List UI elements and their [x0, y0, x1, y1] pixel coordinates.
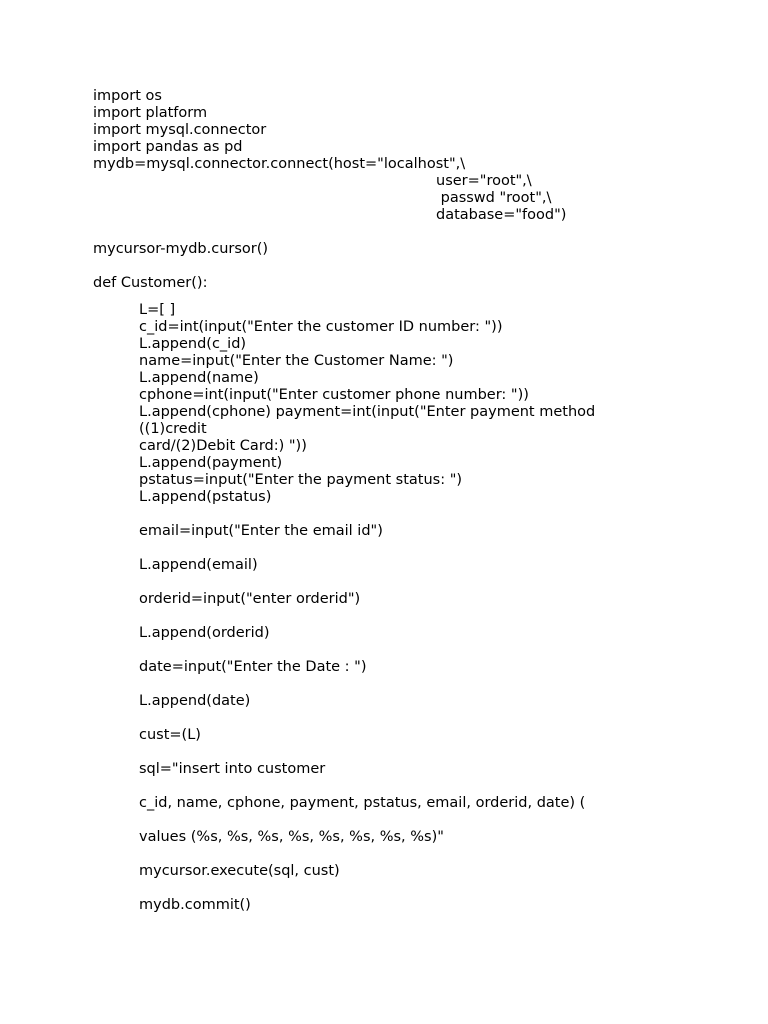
code-line-cursor: mycursor-mydb.cursor() [93, 241, 269, 257]
code-line: email=input("Enter the email id") [139, 523, 383, 539]
code-line: L.append(pstatus) [139, 489, 272, 505]
code-line-passwd: passwd "root",\ [436, 190, 552, 206]
code-line-user: user="root",\ [436, 173, 532, 189]
code-line: L.append(orderid) [139, 625, 270, 641]
code-line: L.append(payment) [139, 455, 283, 471]
code-line: name=input("Enter the Customer Name: ") [139, 353, 454, 369]
code-line-connect: mydb=mysql.connector.connect(host="localhost",\ [93, 156, 466, 172]
code-line-import-os: import os [93, 88, 162, 104]
code-line-import-platform: import platform [93, 105, 208, 121]
code-line: c_id, name, cphone, payment, pstatus, email, orderid, date) ( [139, 795, 586, 811]
code-line: L.append(cphone) payment=int(input("Enter payment method [139, 404, 596, 420]
code-line-import-pandas: import pandas as pd [93, 139, 243, 155]
code-line: pstatus=input("Enter the payment status: ") [139, 472, 463, 488]
code-line: mycursor.execute(sql, cust) [139, 863, 340, 879]
code-line: cust=(L) [139, 727, 201, 743]
code-line: L.append(name) [139, 370, 259, 386]
code-line: orderid=input("enter orderid") [139, 591, 361, 607]
code-line: cphone=int(input("Enter customer phone number: ")) [139, 387, 529, 403]
code-line: c_id=int(input("Enter the customer ID number: ")) [139, 319, 503, 335]
code-line: ((1)credit [139, 421, 207, 437]
code-line: L.append(c_id) [139, 336, 247, 352]
code-line: L.append(email) [139, 557, 258, 573]
code-line: card/(2)Debit Card:) ")) [139, 438, 307, 454]
code-line: date=input("Enter the Date : ") [139, 659, 367, 675]
code-line: sql="insert into customer [139, 761, 326, 777]
code-line: mydb.commit() [139, 897, 251, 913]
code-line: L=[ ] [139, 302, 176, 318]
code-line-database: database="food") [436, 207, 567, 223]
code-line: L.append(date) [139, 693, 251, 709]
code-line-def-customer: def Customer(): [93, 275, 208, 291]
code-line: values (%s, %s, %s, %s, %s, %s, %s, %s)" [139, 829, 444, 845]
code-line-import-mysql: import mysql.connector [93, 122, 267, 138]
